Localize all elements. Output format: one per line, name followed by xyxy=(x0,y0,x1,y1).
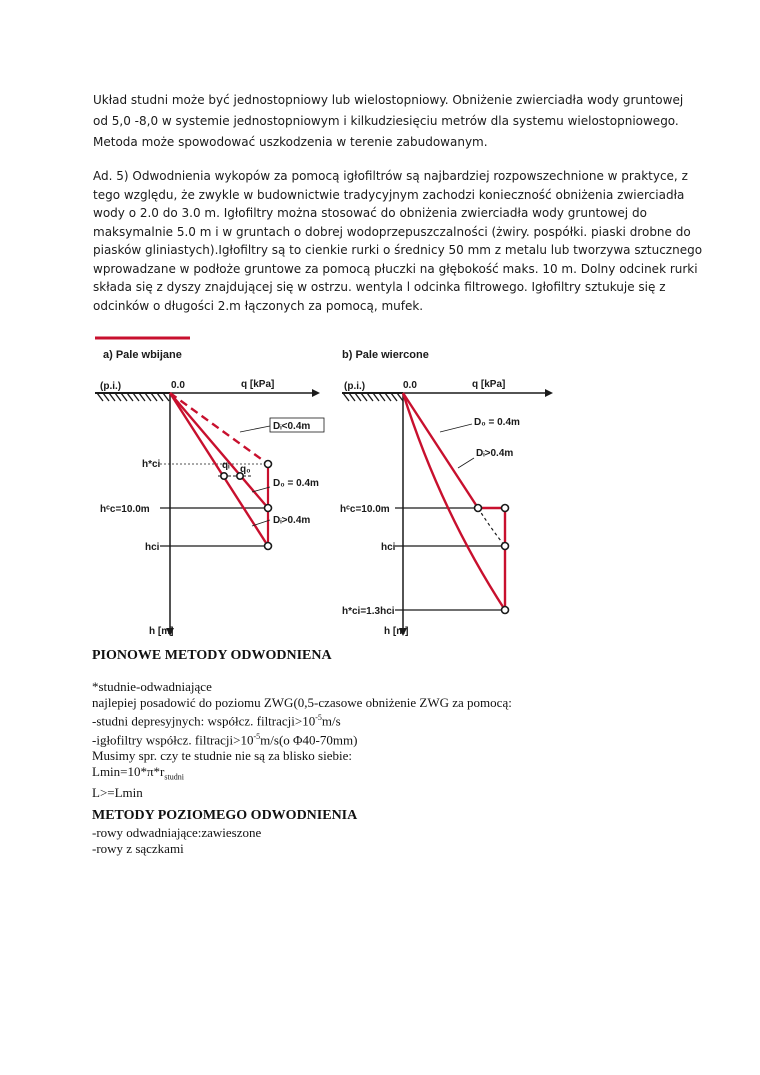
panel-a-driven-piles xyxy=(95,338,324,637)
panel-b-hci-label: hci xyxy=(381,542,396,553)
pile-resistance-figure xyxy=(0,330,760,640)
panel-b-origin-label: 0.0 xyxy=(403,380,417,391)
section-vertical-dewatering xyxy=(92,647,692,800)
text-fragment: m/s xyxy=(321,713,341,729)
text-line: od 5,0 -8,0 w systemie jednostopniowym i kilkudziesięciu metrów dla systemu wielostopniowego. xyxy=(93,114,679,128)
panel-a-curve-di-big xyxy=(170,393,268,546)
text-line: tego względu, że zwykle w budownictwie tradycyjnym zachodzi konieczność obniżenia zwierciadła xyxy=(93,187,685,202)
paragraph-well-systems xyxy=(93,90,684,153)
panel-b-pi-label: (p.i.) xyxy=(344,381,366,392)
text-line: L>=Lmin xyxy=(92,784,143,800)
text-line-wellpoints xyxy=(92,729,692,748)
text-line: *studnie-odwadniające xyxy=(92,679,212,694)
text-line-lmin-formula xyxy=(92,764,692,785)
panel-b-q-arrow xyxy=(545,389,553,397)
paragraph-wellpoints xyxy=(93,167,703,315)
panel-a-hci-label: hci xyxy=(145,542,160,553)
text-line: Musimy spr. czy te studnie nie są za blisko siebie: xyxy=(92,748,352,764)
panel-b-title: b) Pale wiercone xyxy=(342,349,429,361)
panel-a-ground-hatch xyxy=(97,393,169,401)
panel-a-di-big-label: Dᵢ>0.4m xyxy=(273,515,311,526)
panel-b-points xyxy=(475,505,509,614)
panel-a-q-axis-label: q [kPa] xyxy=(241,379,275,390)
text-line: Układ studni może być jednostopniowy lub wielostopniowy. Obniżenie zwierciadła wody gruntowej xyxy=(93,93,684,107)
panel-a-h-axis-label: h [m] xyxy=(149,626,174,637)
panel-a-curve-di-small xyxy=(170,393,268,464)
panel-a-qi-label: qᵢ xyxy=(222,460,230,471)
text-line: Metoda może spowodować uszkodzenia w terenie zabudowanym. xyxy=(93,135,488,149)
text-line: odcinków o długości 2.m łączonych za pomocą, mufek. xyxy=(93,298,424,313)
panel-b-hc-label: hᶜc=10.0m xyxy=(340,504,390,515)
panel-b-h-axis-label: h [m] xyxy=(384,626,409,637)
text-line: Ad. 5) Odwodnienia wykopów za pomocą igłofiltrów są najbardziej rozpowszechnione w praktyce, z xyxy=(93,169,688,183)
section-heading: PIONOWE METODY ODWODNIENA xyxy=(92,648,332,663)
text-line: -rowy z sączkami xyxy=(92,840,184,856)
panel-a-d0-label: D₀ = 0.4m xyxy=(273,478,319,489)
text-line: składa się z dyszy znajdującej się w ostrzu. wentyla l odcinka filtrowego. Igłofiltry sztukuje się z xyxy=(93,280,666,294)
panel-a-origin-label: 0.0 xyxy=(171,380,185,391)
panel-a-pi-label: (p.i.) xyxy=(100,381,122,392)
section-horizontal-dewatering xyxy=(92,807,692,856)
text-line: najlepiej posadowić do poziomu ZWG(0,5-czasowe obniżenie ZWG za pomocą: xyxy=(92,694,512,710)
panel-a-di-small-label: Dᵢ<0.4m xyxy=(273,421,311,432)
text-line: wody o 2.0 do 3.0 m. Igłofiltry można stosować do obniżenia zwierciadła wody gruntowej do xyxy=(93,206,647,220)
panel-a-curve-d0 xyxy=(170,393,268,508)
text-fragment: -studni depresyjnych: współcz. filtracji>10 xyxy=(92,713,316,729)
panel-a-hci-star-label: h*ci xyxy=(142,459,161,470)
exponent: -5 xyxy=(315,713,322,723)
text-line: wprowadzane w podłoże gruntowe za pomocą płuczki na głębokość maks. 10 m. Dolny odcinek rurki xyxy=(93,261,698,276)
text-fragment: Lmin=10*π*r xyxy=(92,763,165,779)
section-heading: METODY POZIOMEGO ODWODNIENIA xyxy=(92,808,358,823)
panel-a-title: a) Pale wbijane xyxy=(103,349,182,361)
panel-a-q0-label: q₀ xyxy=(240,464,251,475)
text-line: piasków gliniastych).Igłofiltry są to cienkie rurki o średnicy 50 mm z metalu lub tworzywa sztucznego xyxy=(93,243,703,257)
text-line: maksymalnie 5.0 m i w gruntach o dobrej wodoprzepuszczalności (żwiry. pospółki. piaski drobne do xyxy=(93,224,691,239)
panel-b-d0-label: D₀ = 0.4m xyxy=(474,417,520,428)
panel-b-ground-hatch xyxy=(343,393,403,401)
text-line-depression-wells xyxy=(92,710,692,729)
panel-a-q-arrow xyxy=(312,389,320,397)
panel-b-q-axis-label: q [kPa] xyxy=(472,379,506,390)
panel-b-dashed-transition xyxy=(478,508,505,546)
text-fragment: -igłofiltry współcz. filtracji>10 xyxy=(92,732,254,748)
panel-b-bored-piles xyxy=(340,349,553,637)
subscript: studni xyxy=(164,772,184,782)
panel-b-hci-star-label: h*ci=1.3hci xyxy=(342,606,395,617)
panel-b-di-big-label: Dᵢ>0.4m xyxy=(476,448,514,459)
panel-a-hc-label: hᶜc=10.0m xyxy=(100,504,150,515)
panel-b-limit-d0 xyxy=(478,508,505,610)
exponent: -5 xyxy=(253,732,261,742)
panel-b-leaders xyxy=(440,424,474,468)
text-line: -rowy odwadniające:zawieszone xyxy=(92,825,262,840)
text-fragment: m/s(o Φ40-70mm) xyxy=(260,732,358,748)
